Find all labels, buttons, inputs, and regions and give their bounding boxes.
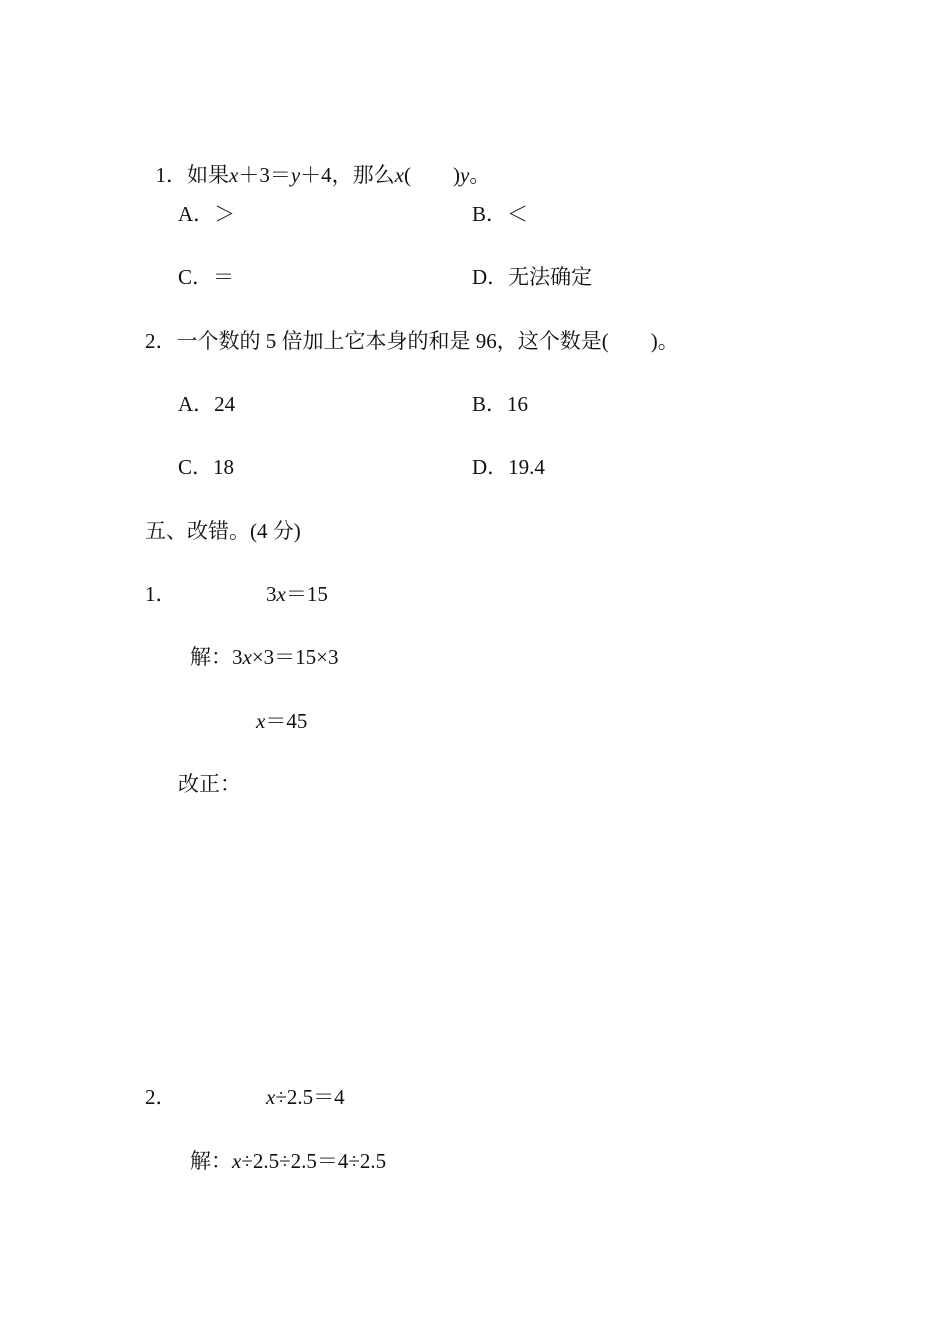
q1-option-b: B．＜ xyxy=(472,202,529,226)
problem-1-number: 1． xyxy=(145,582,177,606)
solution-coefficient: 3 xyxy=(232,645,243,669)
answer-blank: ( ) xyxy=(403,163,460,187)
question-1-number: 1． xyxy=(155,163,187,187)
question-1-text-mid2: ＋4，那么 xyxy=(300,163,395,187)
problem-1-equation xyxy=(266,582,328,606)
q2-option-a: A．24 xyxy=(178,392,236,416)
problem-2-number: 2． xyxy=(145,1085,177,1109)
variable-x: x xyxy=(232,1149,242,1173)
solution-label: 解： xyxy=(190,1149,232,1173)
variable-x: x xyxy=(266,1085,276,1109)
q1-option-a: A．＞ xyxy=(178,202,236,226)
problem-1-solution xyxy=(190,645,339,669)
variable-y: y xyxy=(290,163,301,187)
question-1-text-end: 。 xyxy=(469,163,491,187)
solution-rest: ×3＝15×3 xyxy=(251,645,339,669)
solution-label: 解： xyxy=(190,645,232,669)
problem-1-result xyxy=(256,709,307,733)
variable-y: y xyxy=(459,163,470,187)
q2-option-b: B．16 xyxy=(472,392,529,416)
q2-option-c: C．18 xyxy=(178,455,235,479)
problem-2-equation xyxy=(266,1085,345,1109)
q1-option-d: D．无法确定 xyxy=(472,265,593,289)
question-1 xyxy=(145,139,490,187)
variable-x: x xyxy=(242,645,252,669)
problem-2-solution xyxy=(190,1149,386,1173)
equation-rest: ÷2.5＝4 xyxy=(275,1085,345,1109)
variable-x: x xyxy=(276,582,286,606)
q1-option-c: C．＝ xyxy=(178,265,235,289)
section-heading: 五、改错。(4 分) xyxy=(145,519,301,543)
correction-label: 改正： xyxy=(178,772,241,796)
question-1-text-mid1: ＋3＝ xyxy=(238,163,291,187)
variable-x: x xyxy=(394,163,404,187)
solution-rest: ÷2.5÷2.5＝4÷2.5 xyxy=(241,1149,387,1173)
equation-coefficient: 3 xyxy=(266,582,277,606)
equation-rest: ＝15 xyxy=(285,582,328,606)
variable-x: x xyxy=(256,709,266,733)
question-1-text-pre: 如果 xyxy=(187,163,229,187)
variable-x: x xyxy=(229,163,239,187)
question-2: 2．一个数的 5 倍加上它本身的和是 96，这个数是( )。 xyxy=(145,329,679,353)
q2-option-d: D．19.4 xyxy=(472,455,545,479)
result-value: ＝45 xyxy=(265,709,308,733)
